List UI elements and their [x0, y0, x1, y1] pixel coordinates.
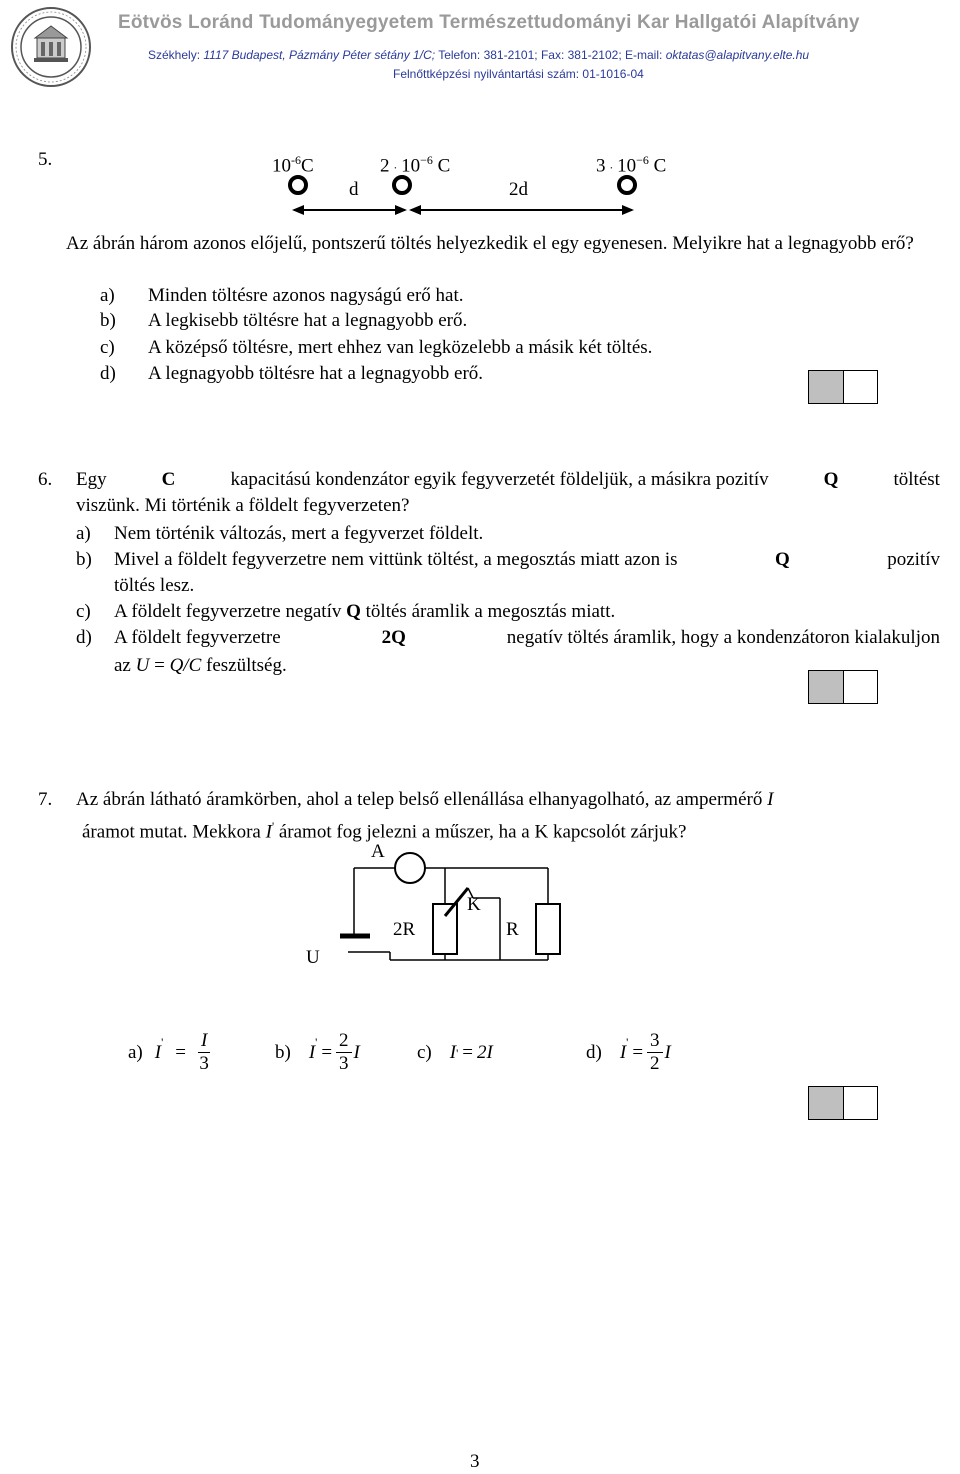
q7-number: 7. [38, 789, 53, 810]
q5-option-b: b) A legkisebb töltésre hat a legnagyobb erő. [100, 310, 468, 331]
q6-option-a: a) Nem történik változás, mert a fegyverzet földelt. [76, 523, 484, 544]
q6-option-d-cont: az U = Q/C feszültség. [114, 655, 287, 676]
circuit-label-2r: 2R [393, 919, 416, 940]
q7-option-d: d) I ' = $\frac{3}{2}$ I [586, 1030, 671, 1074]
q7-answer-box[interactable] [808, 1086, 878, 1120]
q7-option-a: a) I ' = $\frac{I}{3}$ [128, 1030, 209, 1074]
q5-charges-diagram [280, 168, 650, 220]
q5-distance-d: d [349, 179, 359, 200]
foundation-title: Eötvös Loránd Tudományegyetem Természettudományi Kar Hallgatói Alapítvány [118, 12, 860, 33]
address: 1117 Budapest, Pázmány Péter sétány 1/C; [203, 48, 436, 62]
circuit-label-switch: K [467, 894, 481, 915]
q7-option-b: b) I ' = $\frac{2}{3}$ I [275, 1030, 360, 1074]
q5-charge-3: $3 \cdot 10^{-6}$ C [596, 153, 667, 177]
charge-point-1-icon [290, 177, 306, 193]
q6-option-b: b) Mivel a földelt fegyverzetre nem vittünk töltést, a megosztás miatt azon is Q pozitív [76, 549, 940, 570]
university-seal-logo [10, 6, 92, 88]
q6-number: 6. [38, 469, 53, 490]
registration-number: Felnőttképzési nyilvántartási szám: 01-1016-04 [393, 67, 644, 81]
circuit-label-ammeter: A [371, 841, 385, 862]
q5-option-d: d) A legnagyobb töltésre hat a legnagyobb erő. [100, 363, 484, 384]
circuit-label-u: U [306, 947, 320, 968]
q6-option-b-cont: töltés lesz. [114, 575, 195, 596]
q5-distance-2d: 2d [509, 179, 528, 200]
q7-option-c: c) I ' = 2I [417, 1042, 493, 1063]
ammeter-icon [395, 853, 425, 883]
contact-line [148, 48, 809, 62]
q6-option-d: d) A földelt fegyverzetre 2Q negatív töltés áramlik, hogy a kondenzátoron kialakuljon [76, 627, 940, 648]
email-link[interactable]: oktatas@alapitvany.elte.hu [665, 48, 810, 62]
charge-point-2-icon [394, 177, 410, 193]
q6-option-c: c) A földelt fegyverzetre negatív Q töltés áramlik a megosztás miatt. [76, 601, 616, 622]
q5-answer-box[interactable] [808, 370, 878, 404]
phone-fax: Telefon: 381-2101; Fax: 381-2102; E-mail: [438, 48, 663, 62]
q7-question-line2: áramot mutat. Mekkora I' áramot fog jelezni a műszer, ha a K kapcsolót zárjuk? [82, 819, 687, 843]
circuit-label-r: R [506, 919, 519, 940]
q5-charge-1: $10^{-6}C$ [272, 153, 314, 177]
q7-circuit-diagram [290, 836, 590, 976]
q5-question: Az ábrán három azonos előjelű, pontszerű töltés helyezkedik el egy egyenesen. Melyikre hat a legnagyobb erő? [66, 233, 914, 254]
q6-question-line1: Egy C kapacitású kondenzátor egyik fegyverzetét földeljük, a másikra pozitív Q töltést [76, 469, 940, 490]
resistor-r-icon [536, 904, 560, 954]
resistor-2r-icon [433, 904, 457, 954]
q5-charge-2: $2 \cdot 10^{-6}$ C [380, 153, 451, 177]
q6-answer-box[interactable] [808, 670, 878, 704]
address-label: Székhely: [148, 48, 201, 62]
q5-option-a: a) Minden töltésre azonos nagyságú erő hat. [100, 285, 464, 306]
charge-point-3-icon [619, 177, 635, 193]
q7-question-line1: Az ábrán látható áramkörben, ahol a telep belső ellenállása elhanyagolható, az ampermérő I [76, 789, 774, 810]
page-number: 3 [470, 1451, 480, 1472]
q6-question-line2: viszünk. Mi történik a földelt fegyverzeten? [76, 495, 410, 516]
q5-option-c: c) A középső töltésre, mert ehhez van legközelebb a másik két töltés. [100, 337, 653, 358]
q5-number: 5. [38, 149, 53, 170]
